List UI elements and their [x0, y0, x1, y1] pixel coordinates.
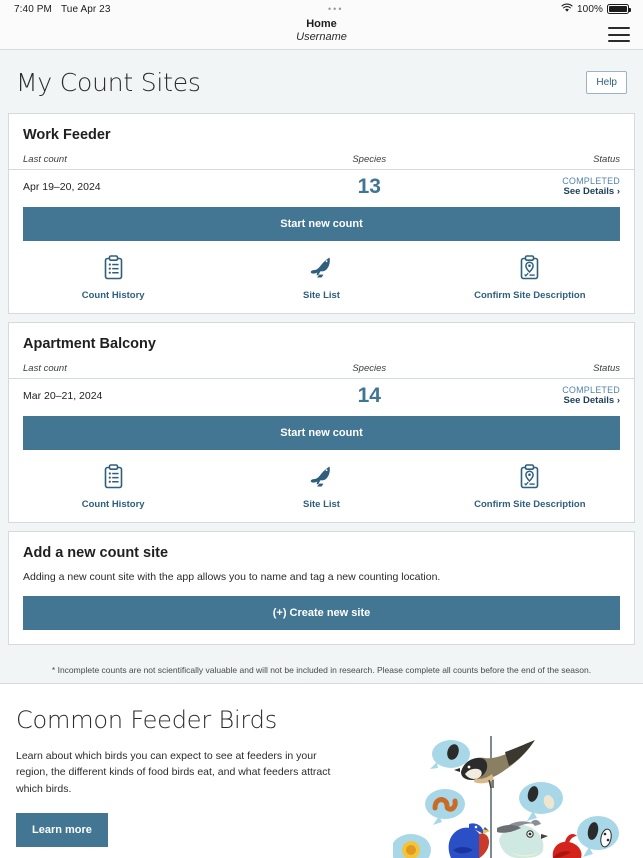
page-header-row	[8, 50, 635, 113]
site-species-count: 14	[357, 384, 381, 407]
site-name: Apartment Balcony	[23, 336, 156, 352]
site-status-cell	[453, 385, 620, 406]
common-feeder-birds-section	[0, 683, 643, 858]
action-site-list[interactable]	[217, 255, 425, 301]
action-label: Count History	[81, 499, 145, 510]
header-species: Species	[352, 363, 387, 374]
start-new-count-button[interactable]: Start new count	[23, 416, 620, 450]
clipboard-list-icon	[103, 255, 124, 285]
action-label: Site List	[303, 499, 340, 510]
app-title: Home	[306, 18, 337, 30]
count-site-card	[8, 322, 635, 523]
hamburger-menu-icon[interactable]	[608, 27, 630, 42]
see-details-link[interactable]: See Details ›	[563, 186, 620, 197]
recording-dots-icon: •••	[328, 3, 344, 14]
promo-description: Learn about which birds you can expect to see at feeders in your region, the different kinds of food birds eat, and what feeders attract which birds.	[16, 750, 331, 795]
site-actions-row	[9, 450, 634, 522]
start-new-count-button[interactable]: Start new count	[23, 207, 620, 241]
action-confirm-site-description[interactable]	[426, 255, 634, 301]
site-status-cell	[453, 176, 620, 197]
battery-full-icon	[607, 4, 629, 14]
site-table-header	[9, 154, 634, 170]
learn-more-button[interactable]: Learn more	[16, 813, 108, 847]
see-details-link[interactable]: See Details ›	[563, 395, 620, 406]
status-bar-date: Tue Apr 23	[60, 3, 111, 15]
status-badge: COMPLETED	[562, 176, 620, 186]
action-site-list[interactable]	[217, 464, 425, 510]
site-table-header	[9, 363, 634, 379]
add-new-site-card	[8, 531, 635, 645]
bird-icon	[308, 464, 334, 494]
battery-percent-label: 100%	[577, 3, 603, 15]
action-count-history[interactable]	[9, 255, 217, 301]
ios-status-bar	[0, 0, 643, 18]
header-species: Species	[352, 154, 387, 165]
header-last-count: Last count	[23, 363, 67, 374]
add-site-title: Add a new count site	[23, 545, 169, 561]
header-last-count: Last count	[23, 154, 67, 165]
app-username: Username	[296, 30, 347, 43]
app-header	[0, 18, 643, 50]
page-body	[0, 50, 643, 683]
site-last-count-value: Apr 19–20, 2024	[23, 180, 101, 193]
promo-title: Common Feeder Birds	[16, 706, 278, 734]
bird-icon	[308, 255, 334, 285]
count-site-card	[8, 113, 635, 314]
add-site-description: Adding a new count site with the app allows you to name and tag a new counting location.	[23, 571, 441, 583]
action-count-history[interactable]	[9, 464, 217, 510]
site-name: Work Feeder	[23, 127, 111, 143]
create-new-site-button[interactable]: (+) Create new site	[23, 596, 620, 630]
site-actions-row	[9, 241, 634, 313]
action-label: Count History	[81, 290, 145, 301]
feeder-birds-illustration	[393, 728, 643, 858]
site-table-row	[9, 170, 634, 207]
action-confirm-site-description[interactable]	[426, 464, 634, 510]
status-bar-left	[14, 4, 111, 15]
status-bar-time: 7:40 PM	[14, 3, 52, 15]
header-status: Status	[593, 154, 620, 165]
site-last-count-value: Mar 20–21, 2024	[23, 389, 103, 402]
status-badge: COMPLETED	[562, 385, 620, 395]
action-label: Confirm Site Description	[474, 290, 586, 301]
action-label: Confirm Site Description	[474, 499, 586, 510]
site-table-row	[9, 379, 634, 416]
status-bar-right	[561, 3, 629, 16]
site-species-count: 13	[357, 175, 381, 198]
app-header-titles	[0, 18, 643, 43]
wifi-icon	[561, 3, 573, 16]
header-status: Status	[593, 363, 620, 374]
help-button[interactable]: Help	[586, 71, 627, 94]
action-label: Site List	[303, 290, 340, 301]
footnote-text: * Incomplete counts are not scientifically valuable and will not be included in research. Please complete all counts before the end of the season.	[51, 665, 592, 676]
page-title: My Count Sites	[16, 68, 201, 97]
clipboard-location-icon	[519, 255, 540, 285]
status-bar-center	[111, 5, 562, 14]
clipboard-list-icon	[103, 464, 124, 494]
clipboard-location-icon	[519, 464, 540, 494]
